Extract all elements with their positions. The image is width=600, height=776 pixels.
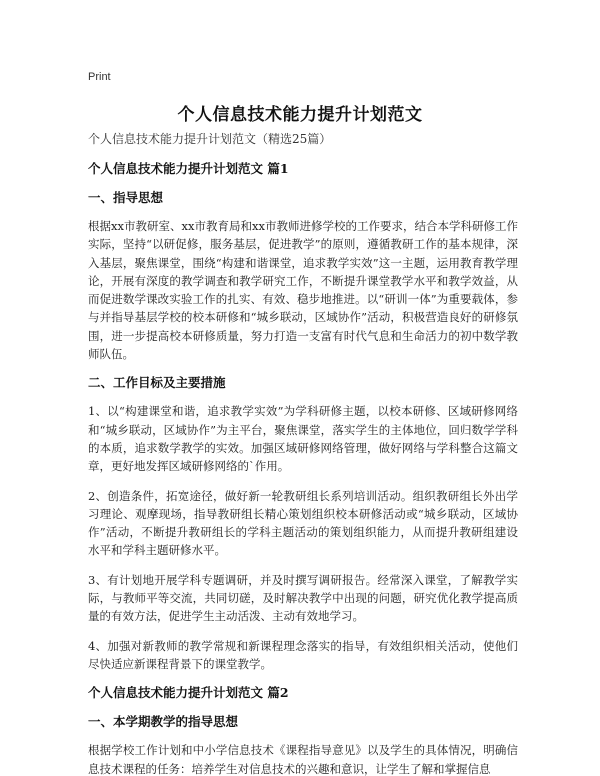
section-1-paragraph-1: 1、以“构建课堂和谐，追求教学实效”为学科研修主题，以校本研修、区域研修网络和“城乡联动，区域协作”为主平台，聚焦课堂，落实学生的主体地位，回归数学学科的本质，追求数学教学的实效。加强区域研修网络管理，做好网络与学科整合这篇文章，更好地发挥区域研修网络的`作用。 [88, 404, 518, 474]
section-2-title: 个人信息技术能力提升计划范文 篇2 [88, 685, 289, 701]
document-subtitle: 个人信息技术能力提升计划范文（精选25篇） [88, 132, 332, 146]
section-1-paragraph-2: 2、创造条件，拓宽途径，做好新一轮教研组长系列培训活动。组织教研组长外出学习理论、观摩现场，指导教研组长精心策划组织校本研修活动或“城乡联动，区域协作”活动，不断提升教研组长的学科主题活动的策划组织能力，从而提升教研组建设水平和学科主题研修水平。 [88, 488, 518, 558]
document-body [88, 130, 518, 776]
print-link[interactable]: Print [88, 71, 111, 83]
section-1-heading-goals: 二、工作目标及主要措施 [88, 375, 226, 391]
section-1-paragraph-4: 4、加强对新教师的教学常规和新课程理念落实的指导，有效组织相关活动，使他们尽快适应新课程背景下的课堂教学。 [88, 638, 518, 671]
section-1-paragraph-guiding: 根据xx市教研室、xx市教育局和xx市教师进修学校的工作要求，结合本学科研修工作实际，坚持“以研促修，服务基层，促进教学”的原则，遵循教研工作的基本规律，深入基层，聚焦课堂，围绕“构建和谐课堂，追求教学实效”这一主题，运用教育教学理论，开展有深度的教学调查和教学研究工作，不断提升课堂教学水平和教学效益，从而促进数学课改实验工作的扎实、有效、稳步地推进。以“研训一体”为重要载体，参与并指导基层学校的校本研修和“城乡联动，区域协作”活动，积极营造良好的研修氛围，进一步提高校本研修质量，努力打造一支富有时代气息和生命活力的初中数学教师队伍。 [88, 219, 518, 362]
section-2-heading-guiding: 一、本学期教学的指导思想 [88, 714, 239, 730]
section-1-title: 个人信息技术能力提升计划范文 篇1 [88, 161, 289, 176]
section-2-paragraph-guiding: 根据学校工作计划和中小学信息技术《课程指导意见》以及学生的具体情况，明确信息技术课程的任务：培养学生对信息技术的兴趣和意识，让学生了解和掌握信息 [88, 743, 518, 776]
document-title: 个人信息技术能力提升计划范文 [177, 105, 423, 125]
section-1-paragraph-3: 3、有计划地开展学科专题调研，并及时撰写调研报告。经常深入课堂，了解教学实际，与教师平等交流，共同切磋，及时解决教学中出现的问题，研究优化教学提高质量的有效方法，促进学生主动活泼、主动有效地学习。 [88, 572, 518, 624]
section-1-heading-guiding: 一、指导思想 [88, 190, 164, 205]
